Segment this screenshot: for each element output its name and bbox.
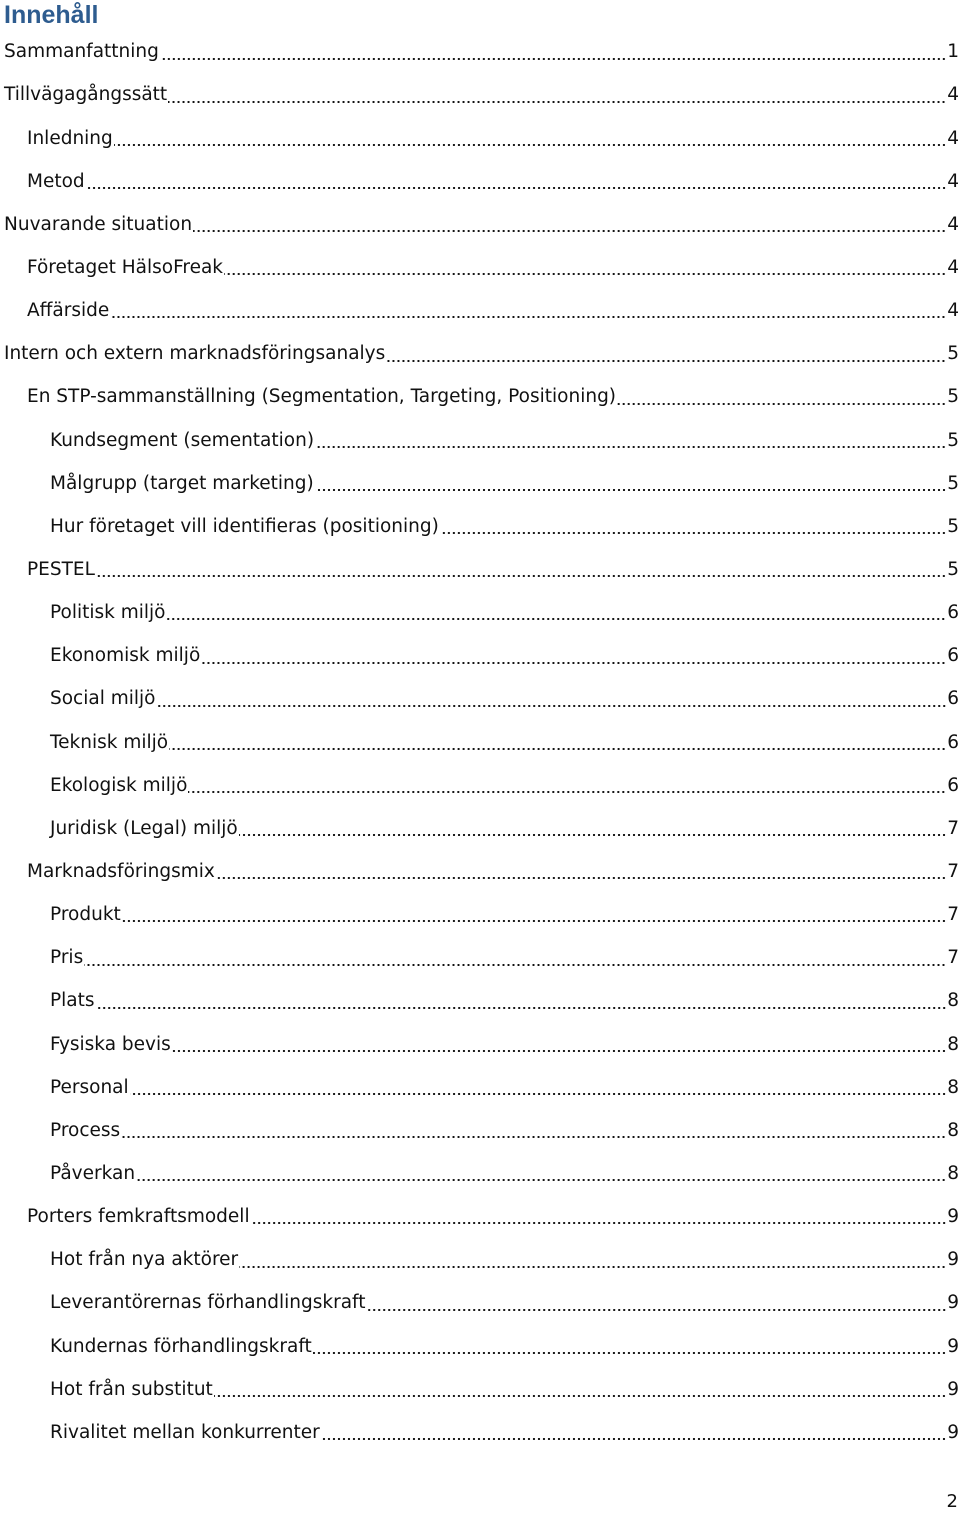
toc-entry-page: 8: [947, 1162, 959, 1184]
dot-leader: [193, 230, 946, 232]
toc-entry-label: Process: [50, 1119, 121, 1141]
dot-leader: [169, 748, 946, 750]
toc-entry-label: Målgrupp (target marketing): [50, 472, 314, 494]
toc-entry-label: Metod: [27, 170, 85, 192]
toc-entry[interactable]: [0, 1153, 960, 1196]
toc-entry[interactable]: [0, 290, 960, 333]
dot-leader: [386, 360, 946, 362]
toc-entry-page: 7: [947, 860, 959, 882]
toc-entry-page: 5: [947, 429, 959, 451]
toc-entry-page: 6: [947, 688, 959, 710]
toc-entry-page: 9: [947, 1292, 959, 1314]
toc-entry-label: Påverkan: [50, 1162, 136, 1184]
toc-entry-label: En STP-sammanställning (Segmentation, Targeting, Positioning): [27, 386, 617, 408]
dot-leader: [313, 1352, 946, 1354]
toc-entry[interactable]: [0, 592, 960, 635]
toc-entry-page: 4: [947, 127, 959, 149]
dot-leader: [224, 273, 946, 275]
toc-entry-label: Intern och extern marknadsföringsanalys: [4, 343, 386, 365]
dot-leader: [160, 58, 946, 60]
toc-entry-page: 6: [947, 645, 959, 667]
toc-entry[interactable]: [0, 1412, 960, 1455]
toc-entry-label: Politisk miljö: [50, 602, 166, 624]
toc-entry-page: 9: [947, 1421, 959, 1443]
toc-entry[interactable]: [0, 204, 960, 247]
dot-leader: [130, 1093, 947, 1095]
toc-entry-page: 4: [947, 257, 959, 279]
dot-leader: [617, 403, 946, 405]
dot-leader: [251, 1222, 947, 1224]
toc-entry-label: Personal: [50, 1076, 129, 1098]
toc-entry-page: 8: [947, 1119, 959, 1141]
toc-entry-label: Social miljö: [50, 688, 156, 710]
toc-entry-page: 5: [947, 515, 959, 537]
dot-leader: [188, 791, 946, 793]
dot-leader: [96, 1007, 947, 1009]
toc-entry-page: 4: [947, 170, 959, 192]
toc-entry-label: PESTEL: [27, 559, 95, 580]
toc-entry[interactable]: [0, 506, 960, 549]
toc-entry[interactable]: [0, 462, 960, 505]
toc-entry-page: 7: [947, 904, 959, 926]
toc-entry[interactable]: [0, 31, 960, 74]
dot-leader: [96, 575, 946, 577]
dot-leader: [239, 1266, 946, 1268]
dot-leader: [201, 662, 946, 664]
toc-entry[interactable]: [0, 1066, 960, 1109]
toc-entry-page: 7: [947, 817, 959, 839]
toc-entry-label: Pris: [50, 947, 84, 969]
toc-entry-page: 8: [947, 990, 959, 1012]
dot-leader: [239, 834, 947, 836]
dot-leader: [168, 101, 946, 103]
toc-entry[interactable]: [0, 894, 960, 937]
toc-entry-page: 5: [947, 386, 959, 408]
toc-entry-page: 7: [947, 947, 959, 969]
toc-entry[interactable]: [0, 333, 960, 376]
toc-entry[interactable]: [0, 419, 960, 462]
toc-entry-page: 5: [947, 343, 959, 365]
toc-entry[interactable]: [0, 1325, 960, 1368]
page-number: 2: [946, 1491, 958, 1512]
table-of-contents: [0, 31, 960, 1455]
toc-entry[interactable]: [0, 1110, 960, 1153]
toc-entry-page: 5: [947, 559, 959, 580]
toc-entry-label: Hur företaget vill identifieras (positioning): [50, 515, 439, 537]
dot-leader: [136, 1179, 946, 1181]
toc-entry-label: Leverantörernas förhandlingskraft: [50, 1292, 366, 1314]
toc-entry-label: Juridisk (Legal) miljö: [50, 817, 238, 839]
toc-entry-label: Teknisk miljö: [50, 731, 169, 753]
toc-entry[interactable]: [0, 980, 960, 1023]
toc-entry-label: Produkt: [50, 904, 121, 926]
toc-entry-page: 4: [947, 84, 959, 106]
toc-heading: Innehåll: [4, 1, 99, 29]
toc-entry[interactable]: [0, 1196, 960, 1239]
toc-entry-label: Företaget HälsoFreak: [27, 257, 224, 279]
dot-leader: [86, 187, 947, 189]
toc-entry[interactable]: [0, 851, 960, 894]
dot-leader: [367, 1309, 947, 1311]
toc-entry-label: Tillvägagångssätt: [4, 84, 168, 106]
dot-leader: [84, 964, 946, 966]
toc-entry-label: Affärside: [27, 300, 110, 322]
toc-entry[interactable]: [0, 160, 960, 203]
toc-entry[interactable]: [0, 937, 960, 980]
toc-entry-page: 6: [947, 602, 959, 624]
toc-entry-page: 4: [947, 213, 959, 235]
toc-entry-label: Fysiska bevis: [50, 1033, 171, 1055]
dot-leader: [321, 1438, 946, 1440]
toc-entry[interactable]: [0, 1282, 960, 1325]
toc-entry-label: Sammanfattning: [4, 41, 159, 63]
toc-entry-label: Kundernas förhandlingskraft: [50, 1335, 312, 1357]
toc-entry-label: Porters femkraftsmodell: [27, 1206, 250, 1228]
toc-entry[interactable]: [0, 1239, 960, 1282]
toc-entry[interactable]: [0, 721, 960, 764]
toc-entry-page: 9: [947, 1335, 959, 1357]
toc-entry-label: Plats: [50, 990, 95, 1012]
dot-leader: [440, 532, 946, 534]
toc-entry[interactable]: [0, 764, 960, 807]
toc-entry[interactable]: [0, 678, 960, 721]
toc-entry-page: 5: [947, 472, 959, 494]
toc-entry[interactable]: [0, 74, 960, 117]
dot-leader: [172, 1050, 946, 1052]
dot-leader: [166, 618, 946, 620]
dot-leader: [157, 705, 947, 707]
toc-entry-page: 9: [947, 1249, 959, 1271]
toc-entry-label: Hot från substitut: [50, 1378, 213, 1400]
toc-entry-label: Rivalitet mellan konkurrenter: [50, 1421, 320, 1443]
toc-entry-label: Ekologisk miljö: [50, 774, 188, 796]
toc-entry-page: 8: [947, 1076, 959, 1098]
dot-leader: [315, 446, 946, 448]
toc-entry-label: Inledning: [27, 127, 113, 149]
dot-leader: [122, 920, 946, 922]
toc-entry-label: Nuvarande situation: [4, 213, 193, 235]
dot-leader: [114, 144, 946, 146]
dot-leader: [216, 877, 946, 879]
dot-leader: [110, 316, 946, 318]
toc-entry[interactable]: [0, 635, 960, 678]
toc-entry-label: Hot från nya aktörer: [50, 1249, 239, 1271]
toc-entry[interactable]: [0, 808, 960, 851]
toc-entry-page: 4: [947, 300, 959, 322]
toc-entry[interactable]: [0, 1368, 960, 1411]
toc-entry-page: 6: [947, 731, 959, 753]
dot-leader: [214, 1395, 946, 1397]
toc-entry[interactable]: [0, 376, 960, 419]
toc-entry-label: Ekonomisk miljö: [50, 645, 201, 667]
toc-entry-page: 9: [947, 1206, 959, 1228]
toc-entry-page: 8: [947, 1033, 959, 1055]
toc-entry[interactable]: [0, 1023, 960, 1066]
toc-entry[interactable]: [0, 117, 960, 160]
toc-entry[interactable]: [0, 549, 960, 592]
toc-entry-label: Kundsegment (sementation): [50, 429, 315, 451]
dot-leader: [121, 1136, 946, 1138]
toc-entry[interactable]: [0, 247, 960, 290]
toc-entry-page: 1: [947, 41, 959, 63]
toc-entry-label: Marknadsföringsmix: [27, 860, 215, 882]
dot-leader: [315, 489, 947, 491]
toc-entry-page: 6: [947, 774, 959, 796]
toc-entry-page: 9: [947, 1378, 959, 1400]
